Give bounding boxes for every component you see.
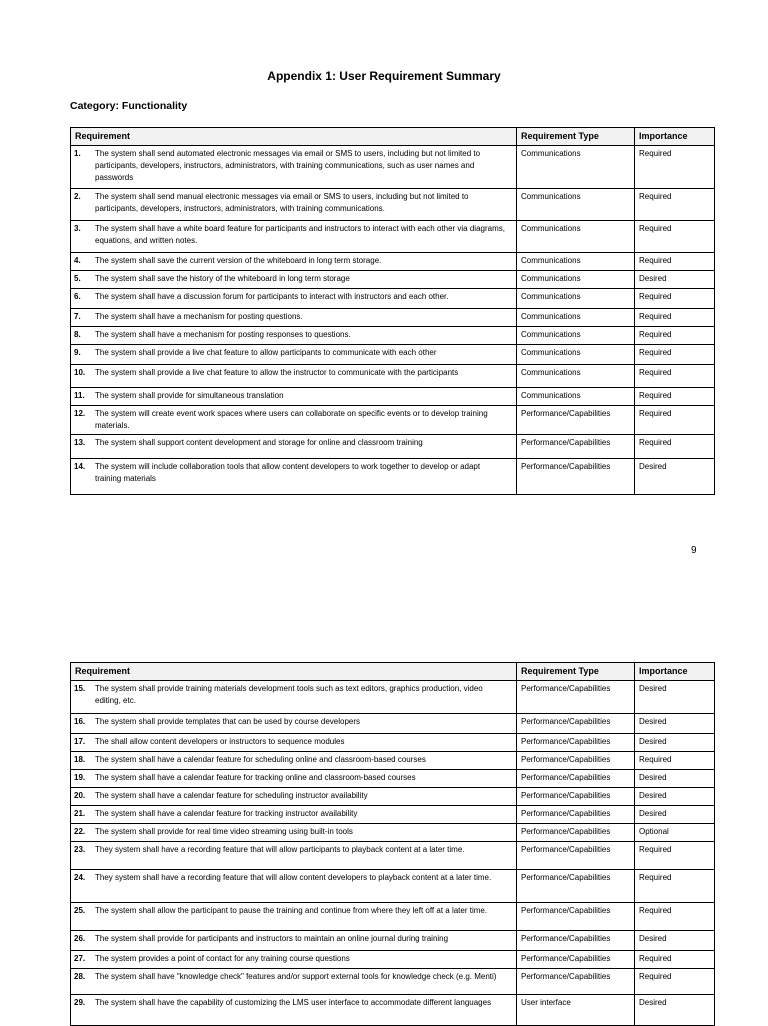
requirement-type-cell: User interface [517, 995, 635, 1026]
requirement-type-cell: Communications [517, 189, 635, 221]
importance-cell: Required [635, 388, 715, 406]
requirement-number: 21. [74, 809, 86, 818]
importance-cell: Required [635, 842, 715, 870]
requirement-number: 4. [74, 256, 81, 265]
requirement-text: The system provides a point of contact for any training course questions [95, 954, 350, 963]
importance-cell: Desired [635, 995, 715, 1026]
table-row [71, 309, 715, 327]
requirement-cell [71, 824, 517, 842]
requirement-type-cell: Performance/Capabilities [517, 806, 635, 824]
requirement-number: 12. [74, 409, 86, 418]
importance-cell: Desired [635, 714, 715, 734]
table-row [71, 681, 715, 714]
table-row [71, 788, 715, 806]
importance-cell: Required [635, 345, 715, 365]
requirement-cell [71, 253, 517, 271]
requirement-type-cell: Performance/Capabilities [517, 969, 635, 995]
table-row [71, 995, 715, 1026]
requirement-text: The system shall allow the participant to pause the training and continue from where they left off at a later time. [95, 906, 488, 915]
requirement-number: 14. [74, 462, 86, 471]
requirement-type-cell: Communications [517, 221, 635, 253]
importance-cell: Desired [635, 770, 715, 788]
requirement-cell [71, 388, 517, 406]
table-row [71, 146, 715, 189]
table-row [71, 870, 715, 903]
requirement-text: The system shall have a calendar feature for scheduling online and classroom-based courses [95, 755, 426, 764]
requirement-text: The system shall support content development and storage for online and classroom training [95, 438, 423, 447]
requirement-cell [71, 870, 517, 903]
requirement-text: They system shall have a recording feature that will allow content developers to playback content at a later time. [95, 873, 492, 882]
header-importance: Importance [635, 663, 715, 681]
requirement-text: The system shall save the history of the whiteboard in long term storage [95, 274, 350, 283]
requirement-type-cell: Performance/Capabilities [517, 842, 635, 870]
requirement-number: 7. [74, 312, 81, 321]
requirement-cell [71, 289, 517, 309]
requirement-text: They system shall have a recording feature that will allow participants to playback content at a later time. [95, 845, 465, 854]
requirement-cell [71, 734, 517, 752]
requirement-text: The system will create event work spaces where users can collaborate on specific events or to develop training materials. [95, 409, 488, 430]
requirement-cell [71, 969, 517, 995]
header-requirement-type: Requirement Type [517, 128, 635, 146]
table-row [71, 714, 715, 734]
table-row [71, 253, 715, 271]
table-row [71, 770, 715, 788]
requirement-type-cell: Performance/Capabilities [517, 824, 635, 842]
requirement-number: 17. [74, 737, 86, 746]
requirement-type-cell: Performance/Capabilities [517, 770, 635, 788]
requirement-type-cell: Communications [517, 271, 635, 289]
requirement-cell [71, 752, 517, 770]
requirement-cell [71, 681, 517, 714]
requirement-text: The system shall provide for simultaneous translation [95, 391, 284, 400]
requirement-cell [71, 327, 517, 345]
requirement-cell [71, 365, 517, 388]
requirement-text: The system shall have the capability of customizing the LMS user interface to accommodate different languages [95, 998, 492, 1007]
requirement-text: The system shall send manual electronic messages via email or SMS to users, including but not limited to participants, developers, instructors, administrators, with training communications. [95, 192, 469, 213]
requirement-text: The system shall have a mechanism for posting responses to questions. [95, 330, 351, 339]
requirement-number: 6. [74, 292, 81, 301]
table-row [71, 327, 715, 345]
requirement-number: 20. [74, 791, 86, 800]
requirement-cell [71, 951, 517, 969]
requirement-cell [71, 309, 517, 327]
requirement-type-cell: Performance/Capabilities [517, 788, 635, 806]
importance-cell: Required [635, 365, 715, 388]
requirement-cell [71, 806, 517, 824]
requirement-text: The system shall have "knowledge check" features and/or support external tools for knowledge check (e.g. Menti) [95, 972, 497, 981]
requirement-text: The system shall have a mechanism for posting questions. [95, 312, 303, 321]
requirement-number: 9. [74, 348, 81, 357]
page-number: 9 [691, 545, 697, 556]
importance-cell: Required [635, 309, 715, 327]
importance-cell: Required [635, 146, 715, 189]
requirement-number: 19. [74, 773, 86, 782]
requirement-number: 27. [74, 954, 86, 963]
requirement-type-cell: Performance/Capabilities [517, 681, 635, 714]
requirement-type-cell: Performance/Capabilities [517, 714, 635, 734]
requirement-text: The system shall provide templates that can be used by course developers [95, 717, 361, 726]
requirement-cell [71, 406, 517, 435]
requirement-number: 10. [74, 368, 86, 377]
table-row [71, 271, 715, 289]
table-header-row [71, 663, 715, 681]
requirement-type-cell: Performance/Capabilities [517, 459, 635, 495]
requirement-type-cell: Communications [517, 253, 635, 271]
table-row [71, 406, 715, 435]
importance-cell: Desired [635, 734, 715, 752]
requirement-number: 28. [74, 972, 86, 981]
importance-cell: Required [635, 752, 715, 770]
requirement-cell [71, 189, 517, 221]
table-row [71, 435, 715, 459]
requirement-cell [71, 931, 517, 951]
requirement-cell [71, 995, 517, 1026]
requirement-number: 11. [74, 391, 85, 400]
requirement-type-cell: Communications [517, 327, 635, 345]
requirement-number: 18. [74, 755, 86, 764]
header-requirement-type: Requirement Type [517, 663, 635, 681]
importance-cell: Required [635, 406, 715, 435]
requirement-type-cell: Communications [517, 289, 635, 309]
importance-cell: Required [635, 903, 715, 931]
table-row [71, 951, 715, 969]
requirement-cell [71, 842, 517, 870]
requirement-cell [71, 271, 517, 289]
table-row [71, 903, 715, 931]
table-row [71, 289, 715, 309]
requirement-number: 3. [74, 224, 81, 233]
page-break [0, 584, 768, 654]
requirement-text: The system will include collaboration tools that allow content developers to work together to develop or adapt training materials [95, 462, 481, 483]
category-label: Category: Functionality [70, 100, 188, 112]
header-importance: Importance [635, 128, 715, 146]
requirement-text: The shall allow content developers or instructors to sequence modules [95, 737, 345, 746]
requirement-cell [71, 345, 517, 365]
table-row [71, 365, 715, 388]
requirement-text: The system shall have a calendar feature for tracking instructor availability [95, 809, 358, 818]
table-row [71, 189, 715, 221]
table-row [71, 824, 715, 842]
table-header-row [71, 128, 715, 146]
requirements-table-2 [70, 662, 715, 1026]
requirement-text: The system shall provide for participants and instructors to maintain an online journal during training [95, 934, 449, 943]
importance-cell: Desired [635, 681, 715, 714]
requirement-type-cell: Performance/Capabilities [517, 870, 635, 903]
importance-cell: Required [635, 951, 715, 969]
importance-cell: Desired [635, 271, 715, 289]
importance-cell: Desired [635, 931, 715, 951]
requirement-cell [71, 714, 517, 734]
requirement-number: 2. [74, 192, 81, 201]
requirement-text: The system shall have a discussion forum for participants to interact with instructors and each other. [95, 292, 449, 301]
table-row [71, 459, 715, 495]
importance-cell: Required [635, 327, 715, 345]
table-row [71, 931, 715, 951]
table-row [71, 969, 715, 995]
requirement-text: The system shall save the current version of the whiteboard in long term storage. [95, 256, 382, 265]
header-requirement: Requirement [71, 663, 517, 681]
requirement-text: The system shall have a calendar feature for scheduling instructor availability [95, 791, 368, 800]
requirement-cell [71, 459, 517, 495]
requirement-number: 25. [74, 906, 86, 915]
requirement-type-cell: Performance/Capabilities [517, 951, 635, 969]
requirement-type-cell: Performance/Capabilities [517, 734, 635, 752]
requirement-type-cell: Performance/Capabilities [517, 435, 635, 459]
requirement-number: 23. [74, 845, 86, 854]
importance-cell: Desired [635, 788, 715, 806]
requirement-type-cell: Performance/Capabilities [517, 406, 635, 435]
requirement-number: 26. [74, 934, 86, 943]
requirement-text: The system shall provide a live chat feature to allow the instructor to communicate with the participants [95, 368, 459, 377]
table-row [71, 752, 715, 770]
importance-cell: Required [635, 435, 715, 459]
requirement-number: 13. [74, 438, 86, 447]
requirement-number: 5. [74, 274, 81, 283]
table-row [71, 388, 715, 406]
requirement-type-cell: Performance/Capabilities [517, 752, 635, 770]
importance-cell: Required [635, 969, 715, 995]
table-row [71, 221, 715, 253]
requirement-number: 22. [74, 827, 86, 836]
requirement-type-cell: Performance/Capabilities [517, 931, 635, 951]
requirement-type-cell: Communications [517, 345, 635, 365]
requirement-cell [71, 435, 517, 459]
requirement-cell [71, 221, 517, 253]
requirement-cell [71, 146, 517, 189]
requirement-number: 1. [74, 149, 81, 158]
table-row [71, 806, 715, 824]
requirement-type-cell: Communications [517, 309, 635, 327]
requirement-text: The system shall provide for real time video streaming using built-in tools [95, 827, 353, 836]
importance-cell: Required [635, 221, 715, 253]
requirement-number: 24. [74, 873, 86, 882]
requirement-text: The system shall have a white board feature for participants and instructors to interact with each other via diagrams, equations, and written notes. [95, 224, 505, 245]
requirement-cell [71, 788, 517, 806]
importance-cell: Required [635, 253, 715, 271]
importance-cell: Optional [635, 824, 715, 842]
requirement-number: 29. [74, 998, 86, 1007]
table-row [71, 345, 715, 365]
requirement-type-cell: Communications [517, 146, 635, 189]
requirements-table-1 [70, 127, 715, 495]
table-row [71, 734, 715, 752]
importance-cell: Desired [635, 459, 715, 495]
importance-cell: Desired [635, 806, 715, 824]
requirement-type-cell: Performance/Capabilities [517, 903, 635, 931]
requirement-text: The system shall provide a live chat feature to allow participants to communicate with each other [95, 348, 437, 357]
requirement-number: 15. [74, 684, 86, 693]
requirement-number: 8. [74, 330, 81, 339]
requirement-type-cell: Communications [517, 388, 635, 406]
requirement-text: The system shall send automated electronic messages via email or SMS to users, including but not limited to participants, developers, instructors, administrators, with training communications, such as user names and passwords [95, 149, 481, 182]
requirement-text: The system shall provide training materials development tools such as text editors, graphics production, video editing, etc. [95, 684, 483, 705]
header-requirement: Requirement [71, 128, 517, 146]
importance-cell: Required [635, 289, 715, 309]
requirement-cell [71, 903, 517, 931]
importance-cell: Required [635, 870, 715, 903]
page-title: Appendix 1: User Requirement Summary [267, 69, 501, 83]
table-row [71, 842, 715, 870]
requirement-type-cell: Communications [517, 365, 635, 388]
requirement-cell [71, 770, 517, 788]
requirement-text: The system shall have a calendar feature for tracking online and classroom-based courses [95, 773, 416, 782]
requirement-number: 16. [74, 717, 86, 726]
importance-cell: Required [635, 189, 715, 221]
